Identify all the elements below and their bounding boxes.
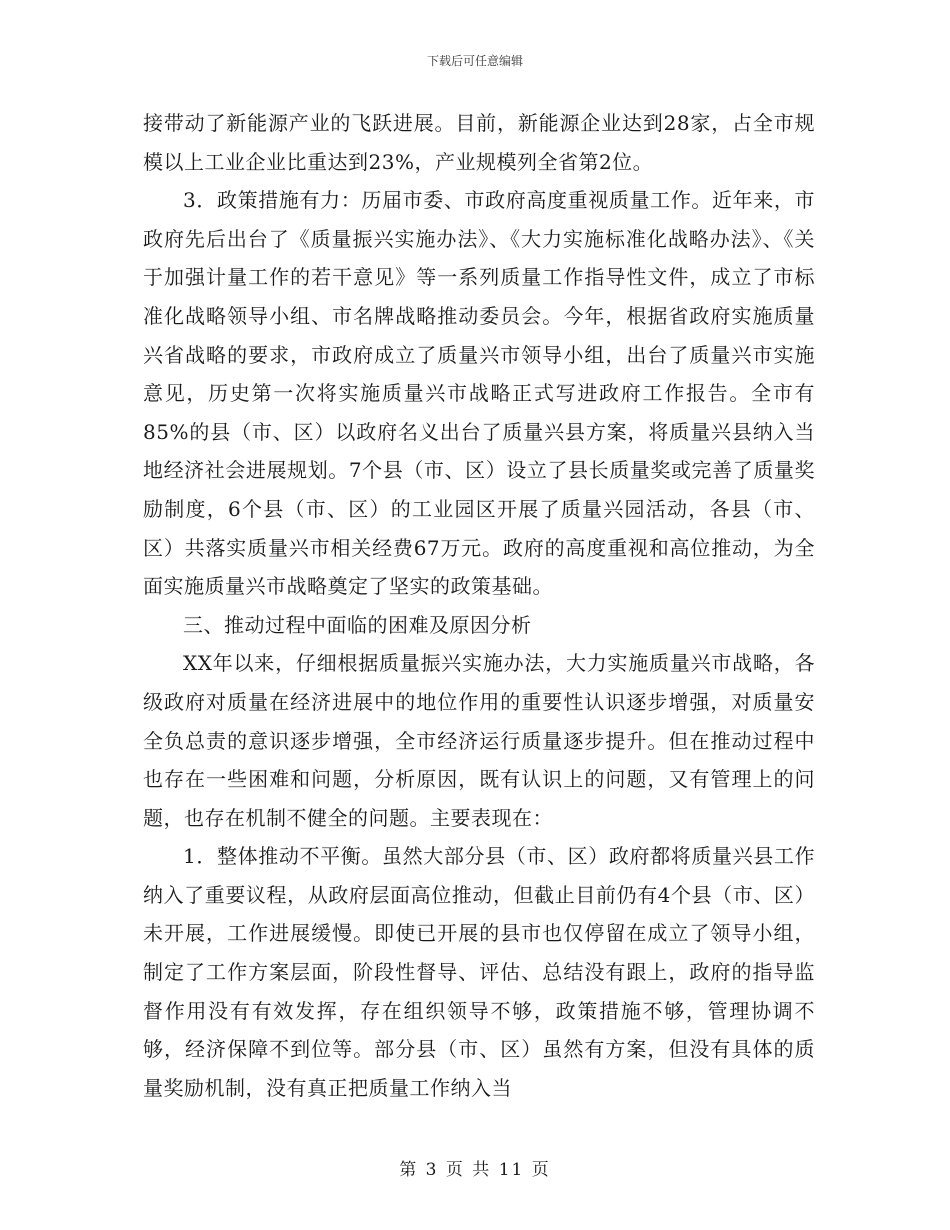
section-heading-difficulties: 三、推动过程中面临的困难及原因分析 [183, 612, 532, 637]
page-number-footer: 第 3 页 共 11 页 [399, 1160, 551, 1180]
paragraph-continuation: 接带动了新能源产业的飞跃进展。目前，新能源企业达到28家，占全市规模以上工业企业比重达到23%，产业规模列全省第2位。 [143, 111, 815, 174]
paragraph-since-xx-year: XX年以来，仔细根据质量振兴实施办法，大力实施质量兴市战略，各级政府对质量在经济进展中的地位作用的重要性认识逐步增强，对质量安全负总责的意识逐步增强，全市经济运行质量逐步提升。但在推动过程中也存在一些困难和问题，分析原因，既有认识上的问题，又有管理上的问题，也存在机制不健全的问题。主要表现在： [143, 651, 815, 830]
document-body [143, 104, 815, 1107]
paragraph-unbalanced-progress: 1．整体推动不平衡。虽然大部分县（市、区）政府都将质量兴县工作纳入了重要议程，从政府层面高位推动，但截止目前仍有4个县（市、区）未开展，工作进展缓慢。即使已开展的县市也仅停留在成立了领导小组，制定了工作方案层面，阶段性督导、评估、总结没有跟上，政府的指导监督作用没有有效发挥，存在组织领导不够，政策措施不够，管理协调不够，经济保障不到位等。部分县（市、区）虽然有方案，但没有具体的质量奖励机制，没有真正把质量工作纳入当 [143, 844, 815, 1100]
page-header-note: 下载后可任意编辑 [426, 54, 523, 68]
paragraph-policy-measures: 3．政策措施有力：历届市委、市政府高度重视质量工作。近年来，市政府先后出台了《质量振兴实施办法》、《大力实施标准化战略办法》、《关于加强计量工作的若干意见》等一系列质量工作指导性文件，成立了市标准化战略领导小组、市名牌战略推动委员会。今年，根据省政府实施质量兴省战略的要求，市政府成立了质量兴市领导小组，出台了质量兴市实施意见，历史第一次将实施质量兴市战略正式写进政府工作报告。全市有85%的县（市、区）以政府名义出台了质量兴县方案，将质量兴县纳入当地经济社会进展规划。7个县（市、区）设立了县长质量奖或完善了质量奖励制度，6个县（市、区）的工业园区开展了质量兴园活动，各县（市、区）共落实质量兴市相关经费67万元。政府的高度重视和高位推动，为全面实施质量兴市战略奠定了坚实的政策基础。 [143, 188, 815, 599]
